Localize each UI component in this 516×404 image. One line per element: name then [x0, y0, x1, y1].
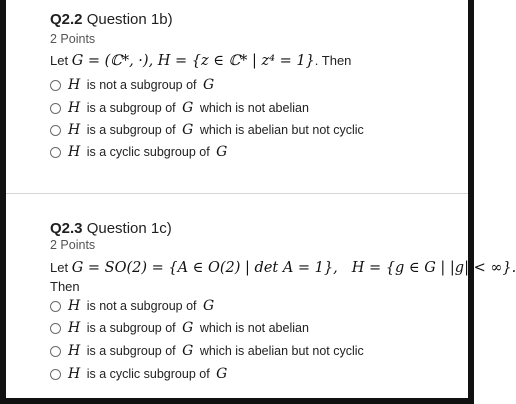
option-text: is a cyclic subgroup of [86, 145, 210, 159]
stem-suffix: . Then [314, 53, 352, 68]
option-var: H [68, 343, 81, 359]
option-label [68, 144, 230, 160]
question-number: Q2.2 [50, 11, 83, 28]
option-label [68, 77, 217, 93]
option-trail: G [182, 320, 194, 336]
stem-math: G = (ℂ*, ·), H = {z ∈ ℂ* | z⁴ = 1} [71, 53, 315, 69]
window-frame-bottom [0, 398, 474, 404]
question-stem-line2: Then [50, 279, 80, 294]
option-trail: G [182, 100, 194, 116]
option-var: H [68, 320, 81, 336]
radio-button[interactable] [50, 103, 61, 114]
question-label: Question 1b) [86, 11, 173, 28]
radio-button[interactable] [50, 323, 61, 334]
question-title-q22 [50, 11, 173, 28]
answer-option[interactable] [50, 99, 309, 117]
option-label [68, 320, 309, 336]
question-points: 2 Points [50, 32, 96, 46]
option-text: is not a subgroup of [86, 78, 197, 92]
option-var: H [68, 298, 81, 314]
option-text: is a subgroup of [86, 123, 176, 137]
section-divider [6, 193, 468, 194]
question-stem [50, 260, 516, 276]
question-title-q23 [50, 220, 172, 237]
radio-button[interactable] [50, 346, 61, 357]
option-after: which is abelian but not cyclic [199, 123, 364, 137]
option-trail: G [182, 343, 194, 359]
option-trail: G [216, 366, 228, 382]
window-frame-right [468, 0, 474, 404]
option-label [68, 366, 230, 382]
radio-button[interactable] [50, 301, 61, 312]
quiz-page [6, 0, 516, 398]
radio-button[interactable] [50, 80, 61, 91]
option-label [68, 122, 364, 138]
option-trail: G [216, 144, 228, 160]
answer-option[interactable] [50, 319, 309, 337]
option-var: H [68, 122, 81, 138]
option-text: is a cyclic subgroup of [86, 367, 210, 381]
option-text: is a subgroup of [86, 321, 176, 335]
option-after: which is abelian but not cyclic [199, 344, 364, 358]
option-after: which is not abelian [199, 321, 309, 335]
answer-option[interactable] [50, 76, 217, 94]
stem-math-2: H = {g ∈ G | |g| < ∞}. [351, 260, 516, 276]
option-text: is a subgroup of [86, 101, 176, 115]
option-var: H [68, 144, 81, 160]
option-label [68, 343, 364, 359]
stem-math-1: G = SO(2) = {A ∈ O(2) | det A = 1}, [71, 260, 338, 276]
option-trail: G [202, 77, 215, 93]
question-number: Q2.3 [50, 220, 83, 237]
option-label [68, 298, 217, 314]
answer-option[interactable] [50, 342, 364, 360]
option-text: is a subgroup of [86, 344, 176, 358]
answer-option[interactable] [50, 365, 230, 383]
option-var: H [68, 100, 81, 116]
stem-prefix: Let [50, 53, 72, 68]
radio-button[interactable] [50, 147, 61, 158]
option-trail: G [182, 122, 194, 138]
question-label: Question 1c) [86, 220, 172, 237]
option-var: H [68, 366, 81, 382]
stem-prefix: Let [50, 260, 72, 275]
option-var: H [68, 77, 81, 93]
option-label [68, 100, 309, 116]
option-trail: G [202, 298, 215, 314]
option-text: is not a subgroup of [86, 299, 197, 313]
answer-option[interactable] [50, 297, 217, 315]
option-after: which is not abelian [199, 101, 309, 115]
answer-option[interactable] [50, 143, 230, 161]
question-points: 2 Points [50, 238, 96, 252]
answer-option[interactable] [50, 121, 364, 139]
radio-button[interactable] [50, 369, 61, 380]
radio-button[interactable] [50, 125, 61, 136]
question-stem [50, 53, 351, 69]
